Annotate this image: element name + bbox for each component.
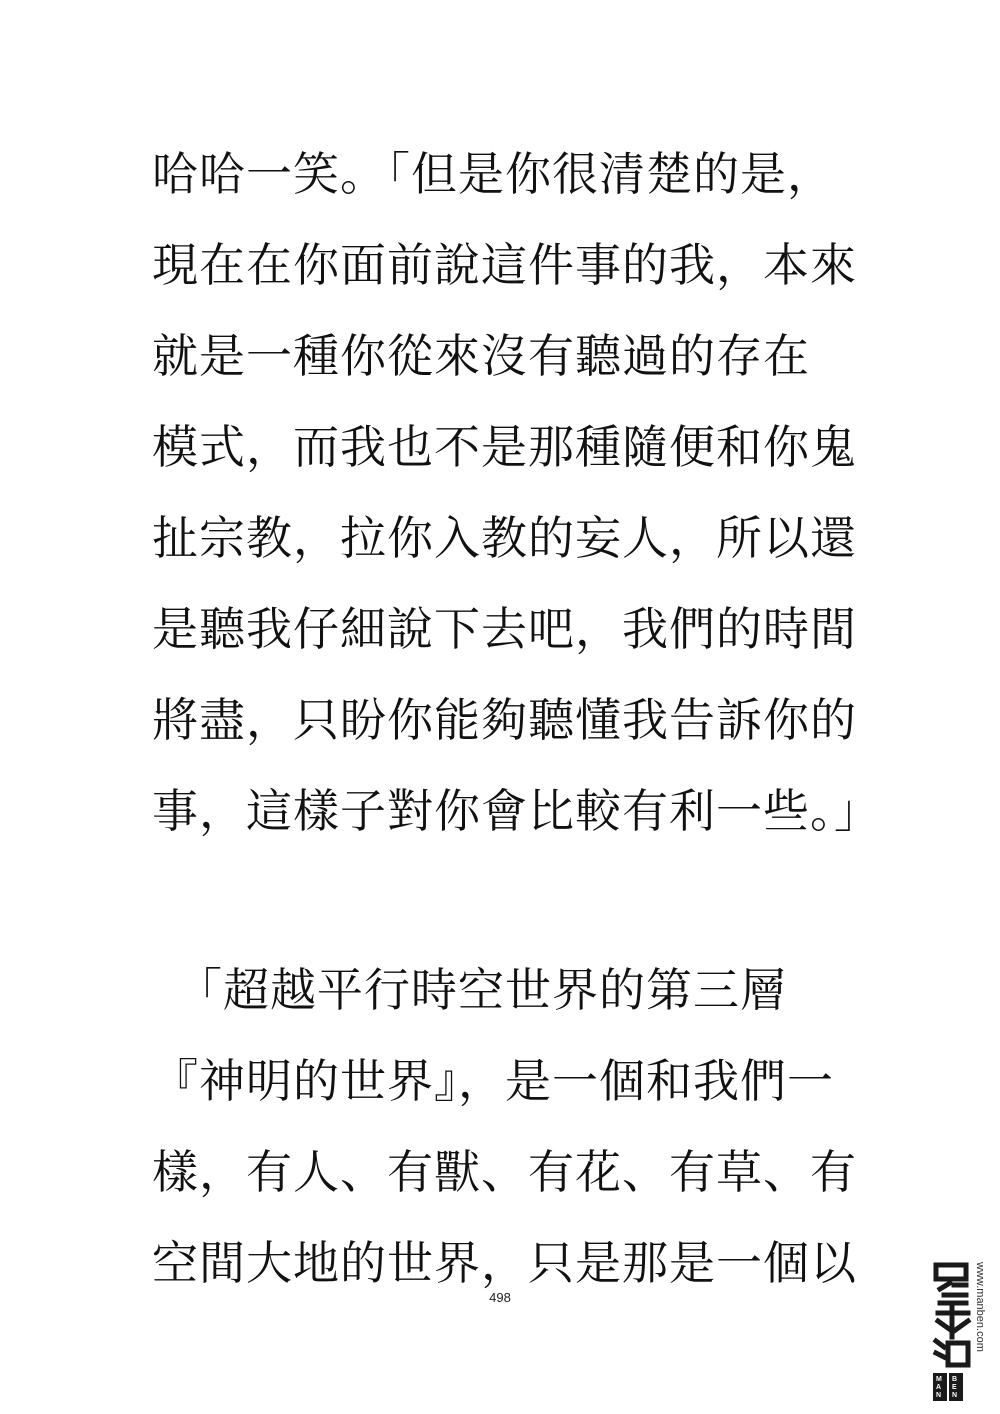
text-line: 事，這樣子對你會比較有利一些。」 [152, 784, 881, 838]
svg-text:N: N [952, 1392, 958, 1399]
svg-text:N: N [936, 1392, 942, 1399]
text-line: 是聽我仔細說下去吧，我們的時間 [152, 602, 857, 656]
page-number: 498 [489, 1290, 511, 1305]
text-line: 模式，而我也不是那種隨便和你鬼 [152, 420, 857, 474]
paragraph-gap [152, 857, 872, 945]
text-line: 「超越平行時空世界的第三層 [152, 963, 787, 1017]
text-line: 扯宗教，拉你入教的妄人，所以還 [152, 511, 857, 565]
svg-text:E: E [952, 1384, 957, 1391]
text-line: 將盡，只盼你能夠聽懂我告訴你的 [152, 693, 857, 747]
text-line: 空間大地的世界，只是那是一個以 [152, 1236, 857, 1290]
watermark-url: www.manben.com [974, 1262, 986, 1352]
paragraph-2 [152, 945, 872, 1309]
text-line: 現在在你面前說這件事的我，本來 [152, 238, 857, 292]
text-line: 『神明的世界』，是一個和我們一 [152, 1054, 834, 1108]
svg-text:B: B [952, 1376, 958, 1383]
text-line: 就是一種你從來沒有聽過的存在 [152, 329, 810, 383]
svg-text:M: M [936, 1376, 942, 1383]
text-line: 樣，有人、有獸、有花、有草、有 [152, 1145, 857, 1199]
body-text [152, 129, 881, 1309]
paragraph-1 [152, 129, 881, 857]
svg-text:A: A [936, 1384, 942, 1391]
text-line: 哈哈一笑。「但是你很清楚的是， [152, 147, 834, 201]
